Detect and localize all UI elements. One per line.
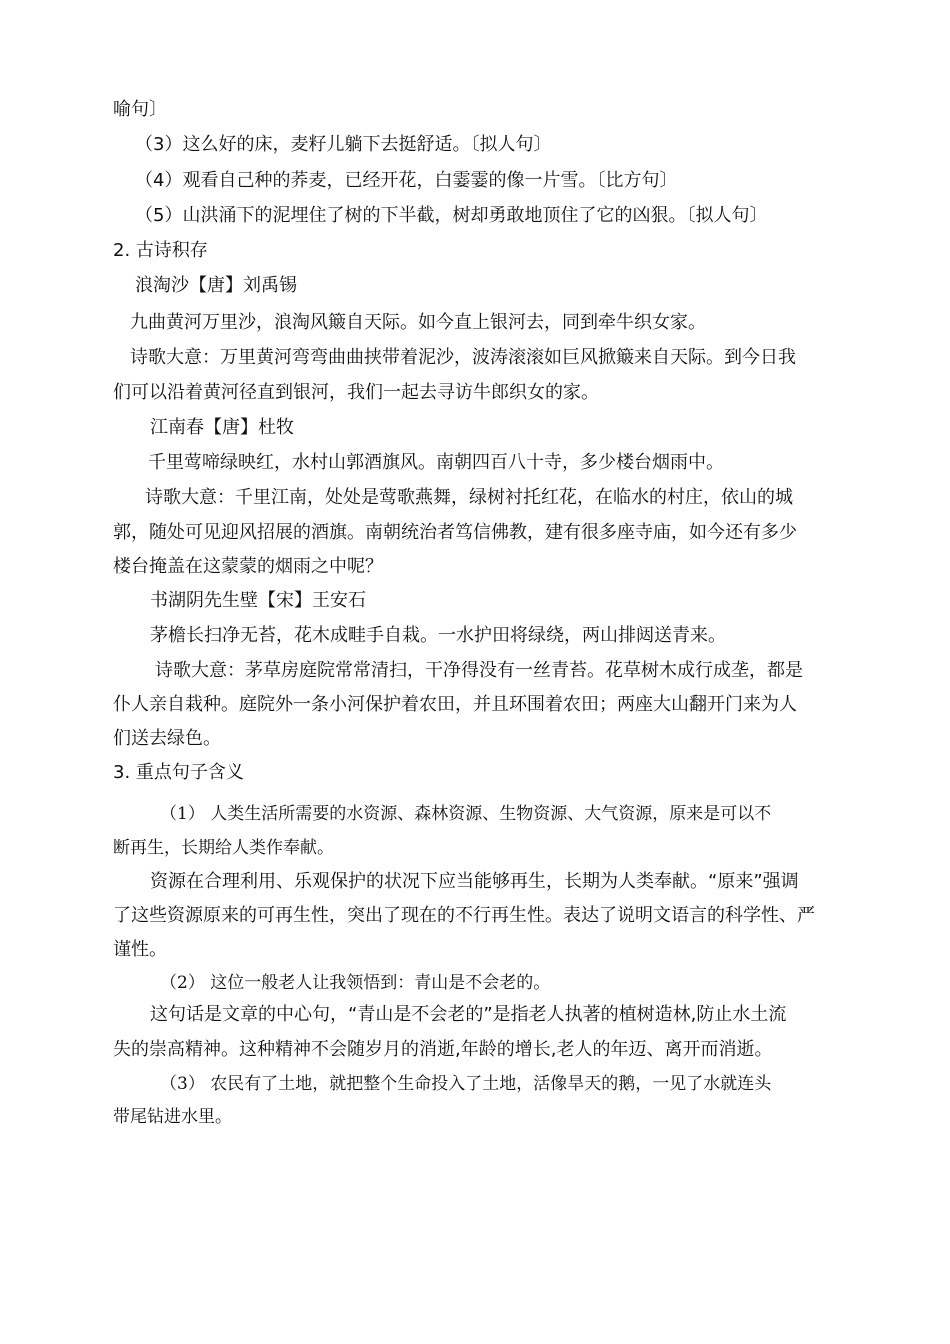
text-line: 断再生，长期给人类作奉献。 — [113, 838, 334, 858]
text-line: 诗歌大意：茅草房庭院常常清扫，干净得没有一丝青苔。花草树木成行成垄，都是 — [155, 660, 803, 681]
text-line: 诗歌大意：万里黄河弯弯曲曲挟带着泥沙，波涛滚滚如巨风掀簸来自天际。到今日我 — [130, 347, 796, 368]
text-line: （3）这么好的床，麦籽儿躺下去挺舒适。〔拟人句〕 — [135, 134, 552, 155]
poem-title: 浪淘沙【唐】刘禹锡 — [135, 275, 297, 296]
text-line: （3） 农民有了土地，就把整个生命投入了土地，活像旱天的鹅，一见了水就连头 — [160, 1074, 772, 1094]
section-heading: 3. 重点句子含义 — [113, 762, 244, 783]
text-line: 失的崇高精神。这种精神不会随岁月的消逝,年龄的增长,老人的年迈、离开而消逝。 — [113, 1039, 773, 1060]
poem-title: 书湖阴先生壁【宋】王安石 — [150, 590, 366, 611]
text-line: （4）观看自己种的荞麦，已经开花，白霎霎的像一片雪。〔比方句〕 — [135, 170, 678, 191]
text-line: 这句话是文章的中心句，“青山是不会老的”是指老人执著的植树造林,防止水土流 — [150, 1004, 787, 1025]
text-line: 了这些资源原来的可再生性，突出了现在的不行再生性。表达了说明文语言的科学性、严 — [113, 905, 815, 926]
text-line: 资源在合理利用、乐观保护的状况下应当能够再生，长期为人类奉献。“原来”强调 — [150, 871, 799, 892]
text-line: 们可以沿着黄河径直到银河，我们一起去寻访牛郎织女的家。 — [113, 382, 599, 403]
poem-title: 江南春【唐】杜牧 — [150, 417, 294, 438]
text-line: （2） 这位一般老人让我领悟到：青山是不会老的。 — [160, 973, 551, 993]
text-line: 仆人亲自栽种。庭院外一条小河保护着农田，并且环围着农田；两座大山翻开门来为人 — [113, 694, 797, 715]
text-line: （1） 人类生活所需要的水资源、森林资源、生物资源、大气资源，原来是可以不 — [160, 804, 772, 824]
poem-text: 茅檐长扫净无苔，花木成畦手自栽。一水护田将绿绕，两山排闼送青来。 — [150, 625, 726, 646]
text-line: 喻句〕 — [113, 99, 167, 120]
poem-text: 千里莺啼绿映红，水村山郭酒旗风。南朝四百八十寺，多少楼台烟雨中。 — [148, 452, 724, 473]
text-line: 楼台掩盖在这蒙蒙的烟雨之中呢？ — [113, 556, 383, 577]
text-line: （5）山洪涌下的泥埋住了树的下半截，树却勇敢地顶住了它的凶狠。〔拟人句〕 — [135, 205, 768, 226]
text-line: 谨性。 — [113, 939, 167, 960]
text-line: 诗歌大意：千里江南，处处是莺歌燕舞，绿树衬托红花，在临水的村庄，依山的城 — [145, 487, 793, 508]
text-line: 带尾钻进水里。 — [113, 1107, 232, 1127]
section-heading: 2. 古诗积存 — [113, 240, 208, 261]
poem-text: 九曲黄河万里沙，浪淘风簸自天际。如今直上银河去，同到牵牛织女家。 — [130, 312, 706, 333]
text-line: 郭，随处可见迎风招展的酒旗。南朝统治者笃信佛教，建有很多座寺庙，如今还有多少 — [113, 522, 797, 543]
text-line: 们送去绿色。 — [113, 728, 221, 749]
